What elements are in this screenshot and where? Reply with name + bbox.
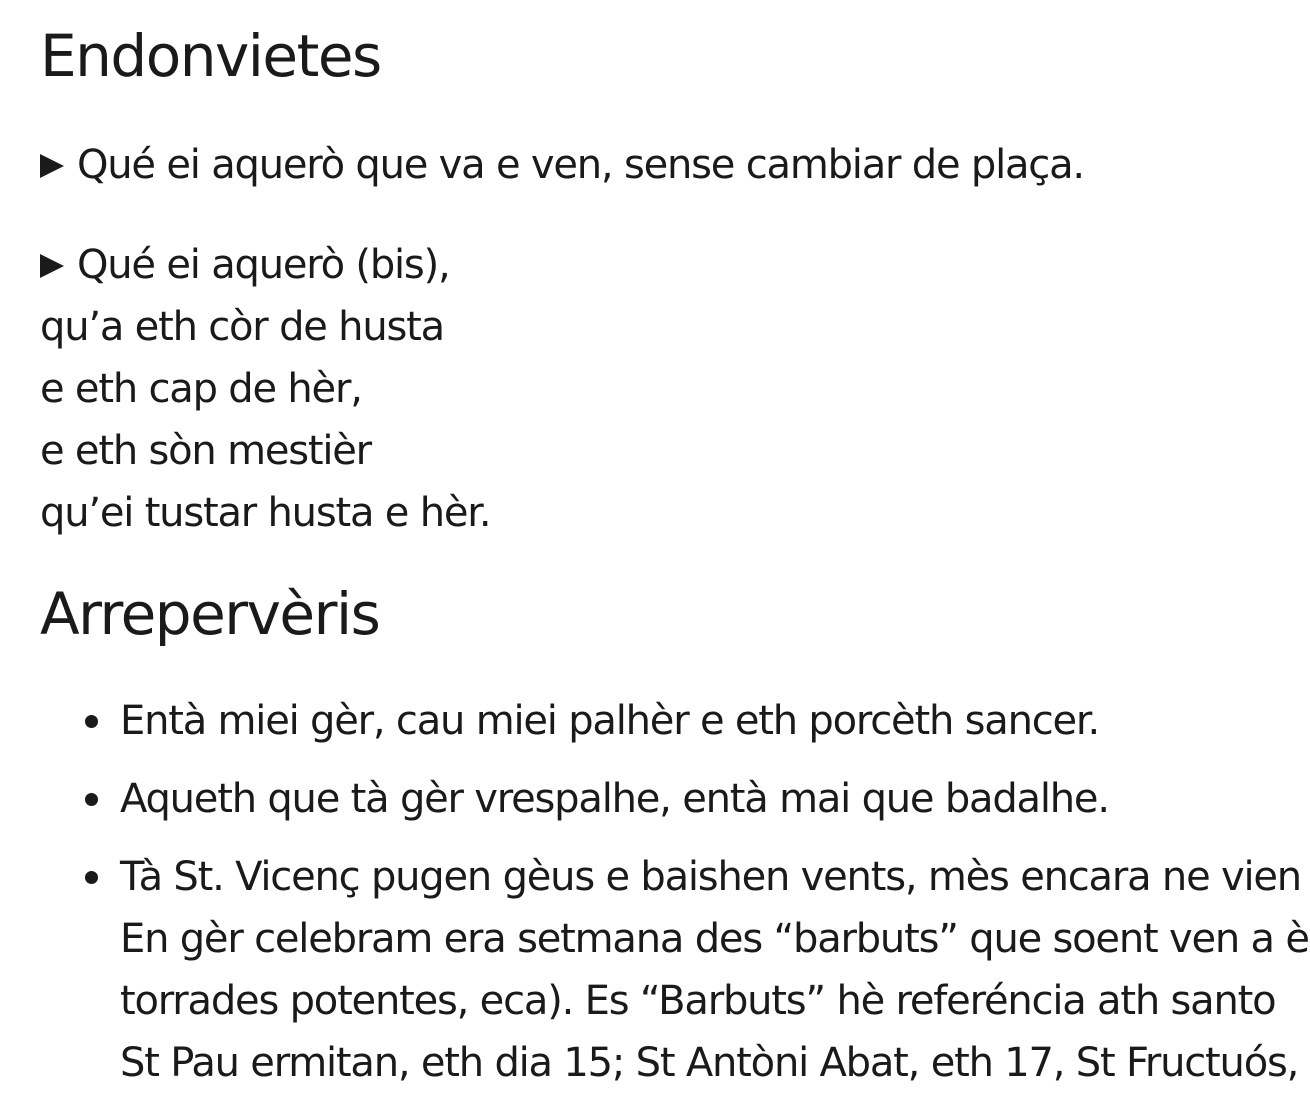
saying-text: Tà St. Vicenç pugen gèus e baishen vents, mès encara ne vien bbox=[120, 854, 1301, 900]
list-item bbox=[120, 690, 1309, 752]
riddle-summary-2[interactable] bbox=[40, 234, 490, 296]
list-item bbox=[120, 846, 1309, 1094]
disclosure-triangle-icon bbox=[40, 254, 64, 278]
section-heading-arrepervèris: Arrepervèris bbox=[40, 580, 380, 648]
riddle-line: qu’ei tustar husta e hèr. bbox=[40, 490, 491, 536]
saying-text: St Pau ermitan, eth dia 15; St Antòni Abat, eth 17, St Fructuós, bbox=[120, 1040, 1299, 1086]
section-heading-endonvietes: Endonvietes bbox=[40, 22, 381, 90]
saying-text: torrades potentes, eca). Es “Barbuts” hè referéncia ath santo bbox=[120, 978, 1276, 1024]
riddle-question: Qué ei aquerò que va e ven, sense cambiar de plaça. bbox=[77, 142, 1084, 188]
list-item bbox=[120, 768, 1309, 830]
page-content bbox=[40, 0, 1310, 1104]
riddle-disclosure-1[interactable] bbox=[40, 134, 1084, 196]
saying-text: Aqueth que tà gèr vrespalhe, entà mai que badalhe. bbox=[120, 776, 1109, 822]
riddle-line: qu’a eth còr de husta bbox=[40, 304, 444, 350]
sayings-list bbox=[40, 690, 1309, 1110]
saying-text: Entà miei gèr, cau miei palhèr e eth porcèth sancer. bbox=[120, 698, 1100, 744]
riddle-question: Qué ei aquerò (bis), bbox=[77, 242, 450, 288]
riddle-summary-1[interactable] bbox=[40, 134, 1084, 196]
riddle-line: e eth sòn mestièr bbox=[40, 428, 371, 474]
riddle-line: e eth cap de hèr, bbox=[40, 366, 362, 412]
disclosure-triangle-icon bbox=[40, 154, 64, 178]
saying-text: En gèr celebram era setmana des “barbuts” que soent ven a è bbox=[120, 916, 1309, 962]
riddle-disclosure-2[interactable] bbox=[40, 234, 490, 544]
